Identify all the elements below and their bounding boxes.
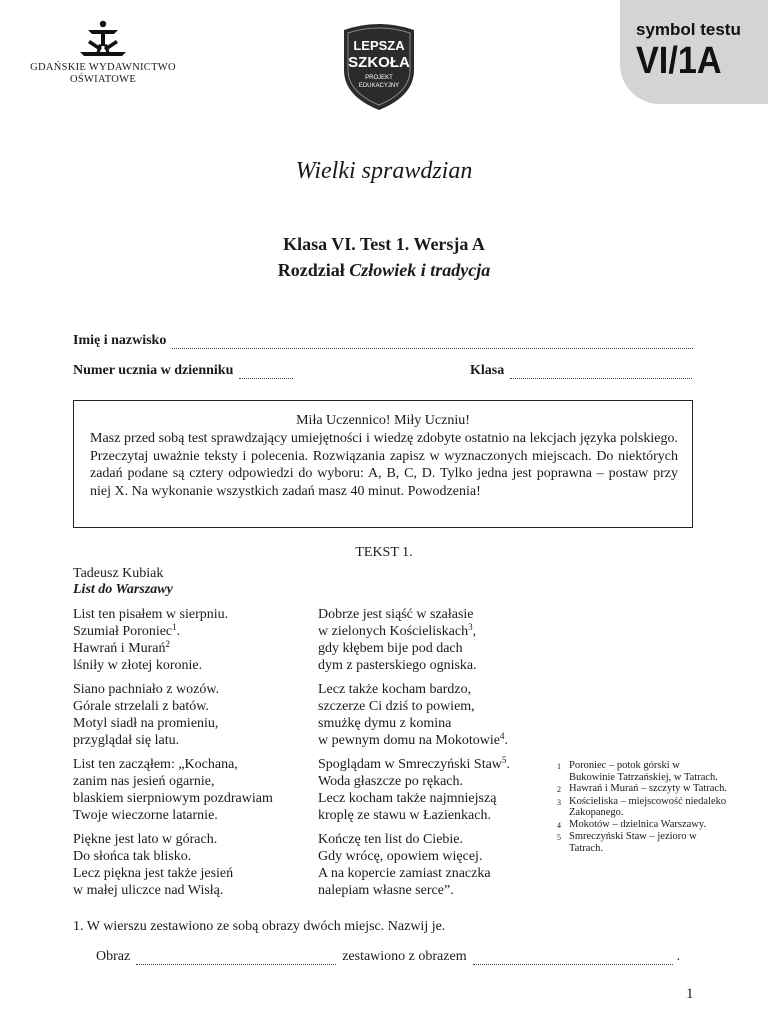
chapter-name: Człowiek i tradycja xyxy=(349,260,491,280)
answer-start: Obraz xyxy=(96,949,131,964)
name-field[interactable] xyxy=(73,333,693,349)
poem-line: Górale strzelali z batów. xyxy=(73,699,209,714)
project-badge xyxy=(338,20,420,112)
footnote: 1 Poroniec – potok górski w Bukowinie Tatrzańskiej, w Tatrach. xyxy=(557,760,718,783)
answer-blank-2[interactable] xyxy=(473,953,673,965)
publisher-name-line2: OŚWIATOWE xyxy=(69,74,137,85)
poem-author: Tadeusz Kubiak xyxy=(73,566,164,581)
poem-line: przyglądał się latu. xyxy=(73,733,180,748)
poem-line: w małej uliczce nad Wisłą. xyxy=(73,883,224,898)
poem-line: zanim nas jesień ogarnie, xyxy=(73,774,215,789)
footnotes xyxy=(557,760,727,854)
poem-line: Gdy wrócę, opowiem więcej. xyxy=(318,849,483,864)
badge-line2: SZKOŁA xyxy=(348,54,410,71)
poem-line: Spoglądam w Smreczyński Staw$^5$. xyxy=(318,755,510,772)
poem-line: List ten zacząłem: „Kochana, xyxy=(73,757,238,772)
answer-blank-1[interactable] xyxy=(136,953,336,965)
badge-line1: LEPSZA xyxy=(353,38,405,53)
poem-line: Lecz kocham także najmniejszą xyxy=(318,791,497,806)
poem-line: Piękne jest lato w górach. xyxy=(73,832,218,847)
footnote: 3 Kościeliska – miejscowość niedaleko Zakopanego. xyxy=(557,795,727,818)
poem-line: Woda głaszcze po rękach. xyxy=(318,774,464,789)
badge-line3: PROJEKT xyxy=(365,75,393,81)
poem-line: szczerze Ci dziś to powiem, xyxy=(318,699,475,714)
poem-line: Siano pachniało z wozów. xyxy=(73,682,220,697)
poem-line: w pewnym domu na Mokotowie$^4$. xyxy=(318,731,508,748)
instructions-greeting: Miła Uczennico! Miły Uczniu! xyxy=(296,413,470,428)
poem-title: List do Warszawy xyxy=(73,582,173,597)
badge-line4: EDUKACYJNY xyxy=(358,83,400,89)
class-dotted-line[interactable] xyxy=(510,366,692,379)
poem-line: Kończę ten list do Ciebie. xyxy=(318,832,464,847)
poem-line: Do słońca tak blisko. xyxy=(73,849,192,864)
student-number-dotted-line[interactable] xyxy=(239,366,293,379)
poem-line: smużkę dymu z komina xyxy=(318,716,452,731)
poem-line: nalepiam własne serce”. xyxy=(318,883,454,898)
poem-stanza xyxy=(318,756,510,824)
poem-line: w zielonych Kościeliskach$^3$, xyxy=(318,622,477,639)
student-number-field[interactable] xyxy=(73,363,313,379)
poem-stanza xyxy=(318,831,491,899)
instructions-text: Masz przed sobą test sprawdzający umiejętności i wiedzę zdobyte ostatnio na lekcjach języka polskiego. Przeczytaj uważnie teksty i polecenia. Rozwiązania zapisz w wyznaczonych miejscach. Do niektórych zadań podane są cztery odpowiedzi do wyboru: A, B, C, D. Tylko jedna jest poprawna – postaw przy niej X. Na wykonanie wszystkich zadań masz 40 minut. Powodzenia! xyxy=(90,431,678,499)
footnote: 2 Hawrań i Murań – szczyty w Tatrach. xyxy=(557,783,727,794)
footnote: 4 Mokotów – dzielnica Warszawy. xyxy=(557,818,707,830)
poem-line: blaskiem sierpniowym pozdrawiam xyxy=(73,791,273,806)
answer-middle: zestawiono z obrazem xyxy=(342,949,467,964)
poem-line: Dobrze jest siąść w szałasie xyxy=(318,607,474,622)
poem-stanza xyxy=(73,606,228,674)
publisher-emblem-icon xyxy=(68,18,138,60)
class-label: Klasa xyxy=(470,363,505,378)
name-dotted-line[interactable] xyxy=(172,336,693,349)
poem-line: gdy kłębem bije pod dach xyxy=(318,641,463,656)
text-section-label: TEKST 1. xyxy=(355,545,413,560)
poem-stanza xyxy=(73,756,273,824)
poem-line: Lecz piękna jest także jesień xyxy=(73,866,234,881)
symbol-label: symbol testu xyxy=(636,20,741,39)
publisher-name-line1: GDAŃSKIE WYDAWNICTWO xyxy=(30,62,176,73)
symbol-code: VI/1A xyxy=(636,40,722,82)
answer-end: . xyxy=(676,949,681,964)
poem-stanza xyxy=(318,606,477,674)
poem-line: lśniły w złotej koronie. xyxy=(73,658,203,673)
class-field[interactable] xyxy=(470,363,692,379)
student-number-label: Numer ucznia w dzienniku xyxy=(73,363,234,378)
poem-line: List ten pisałem w sierpniu. xyxy=(73,607,229,622)
poem-line: Twoje wieczorne latarnie. xyxy=(73,808,218,823)
question-1-answer[interactable] xyxy=(96,949,696,965)
poem-stanza xyxy=(73,831,233,899)
chapter-line xyxy=(0,260,768,281)
poem-line: A na kopercie zamiast znaczka xyxy=(318,866,491,881)
poem-line: Motyl siadł na promieniu, xyxy=(73,716,219,731)
poem-line: Szumiał Poroniec$^1$. xyxy=(73,622,181,639)
name-label: Imię i nazwisko xyxy=(73,333,167,348)
page-title: Wielki sprawdzian xyxy=(295,158,473,184)
question-1: 1. W wierszu zestawiono ze sobą obrazy dwóch miejsc. Nazwij je. xyxy=(73,919,446,934)
page-number: 1 xyxy=(686,986,694,1002)
poem-line: dym z pasterskiego ogniska. xyxy=(318,658,477,673)
poem-line: Hawrań i Murań$^2$ xyxy=(73,639,171,656)
class-test-line: Klasa VI. Test 1. Wersja A xyxy=(283,234,485,254)
chapter-prefix: Rozdział xyxy=(277,260,345,280)
poem-stanza xyxy=(73,681,219,749)
poem-line: Lecz także kocham bardzo, xyxy=(318,682,472,697)
poem-line: kroplę ze stawu w Łazienkach. xyxy=(318,808,491,823)
footnote: 5 Smreczyński Staw – jezioro w Tatrach. xyxy=(557,831,697,854)
publisher-logo xyxy=(28,18,178,86)
poem-stanza xyxy=(318,681,508,749)
